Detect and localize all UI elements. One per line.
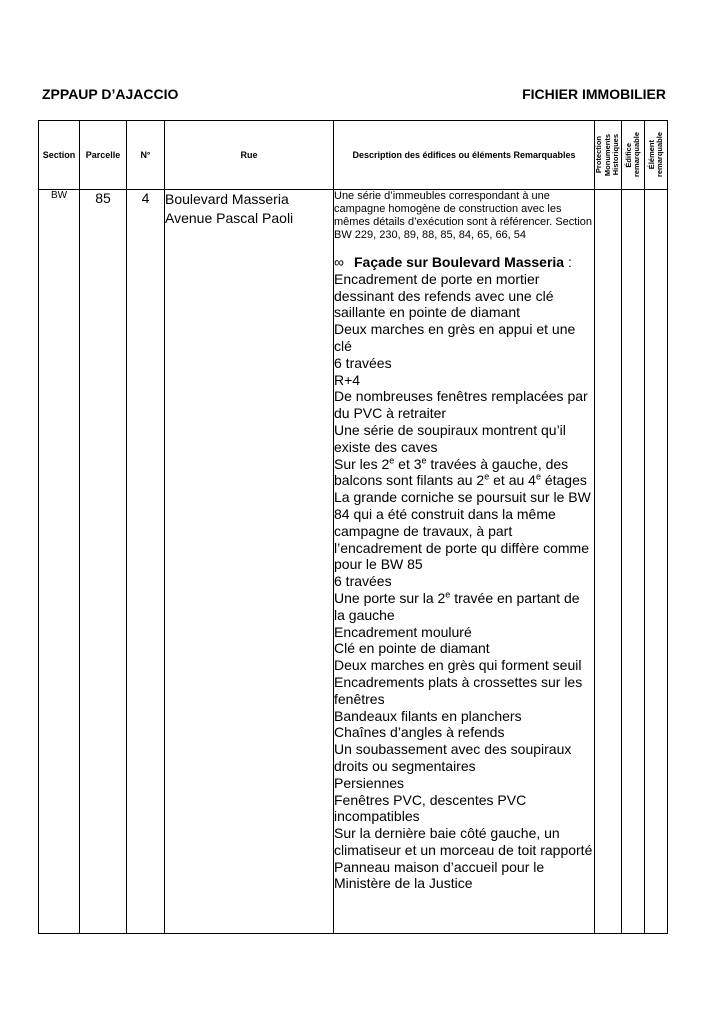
- protection-label-3: Historiques: [611, 134, 621, 176]
- description-line: Encadrement de porte en mortier dessinant des refends avec une clé saillante en pointe de diamant: [334, 270, 554, 321]
- description-line: Chaînes d’angles à refends: [334, 724, 505, 741]
- description-line: La grande corniche se poursuit sur le BW 84 qui a été construit dans la même campagne de travaux, à part l’encadrement de porte qu diffère comme pour le BW 85: [334, 489, 591, 573]
- description-line: Deux marches en grès en appui et une clé: [334, 321, 576, 354]
- rue-line-1: Boulevard Masseria: [165, 191, 289, 207]
- description-line: Bandeaux filants en planchers: [334, 707, 522, 724]
- description-line: Une série de soupiraux montrent qu’il existe des caves: [334, 421, 566, 455]
- description-line: Persiennes: [334, 774, 405, 791]
- document-title: ZPPAUP D’AJACCIO: [42, 86, 179, 102]
- description-body: [334, 254, 594, 892]
- description-intro: Une série d’immeubles correspondant à une campagne homogène de construction avec les mêmes détails d’exécution sont à référencer. Section BW 229, 230, 89, 88, 85, 84, 65, 66, 54: [334, 190, 593, 241]
- rue-line-2: Avenue Pascal Paoli: [165, 210, 294, 226]
- element-label-2: remarquable: [655, 132, 664, 178]
- cell-parcelle: 85: [80, 190, 127, 934]
- edifice-label-2: remarquable: [632, 132, 641, 178]
- description-line: 6 travées: [334, 573, 392, 590]
- cell-rue: [165, 190, 334, 934]
- col-header-description: [334, 121, 595, 190]
- table-header-row: [39, 121, 668, 190]
- document-section-title: FICHIER IMMOBILIER: [522, 86, 666, 102]
- description-line: Encadrement mouluré: [334, 623, 472, 640]
- description-lines-b: [334, 489, 594, 590]
- col-header-protection: [595, 121, 622, 190]
- description-line: De nombreuses fenêtres remplacées par du PVC à retraiter: [334, 388, 588, 422]
- description-lines-c: [334, 624, 594, 893]
- infinity-bullet-icon: ∞: [334, 254, 344, 270]
- cell-protection: [595, 190, 622, 934]
- cell-numero: 4: [127, 190, 165, 934]
- description-line: Sur la dernière baie côté gauche, un climatiseur et un morceau de toit rapporté: [334, 825, 593, 858]
- description-line: Clé en pointe de diamant: [334, 640, 490, 657]
- description-line: Panneau maison d’accueil pour le Ministère de la Justice: [334, 858, 545, 892]
- cell-description: [334, 190, 595, 934]
- cell-edifice: [622, 190, 645, 934]
- protection-label-2: Monuments: [602, 133, 612, 177]
- col-header-edifice: [622, 121, 645, 190]
- description-line: Un soubassement avec des soupiraux droits ou segmentaires: [334, 741, 572, 774]
- col-header-element: [645, 121, 668, 190]
- description-line: R+4: [334, 371, 361, 388]
- description-line: Deux marches en grès qui forment seuil: [334, 657, 582, 674]
- col-header-rue: Rue: [165, 121, 334, 190]
- description-line: Encadrements plats à crossettes sur les fenêtres: [334, 673, 583, 707]
- inventory-table: [38, 120, 668, 934]
- facade-heading: [334, 254, 594, 271]
- facade-title: Façade sur Boulevard Masseria: [354, 254, 565, 270]
- porte-line: Une porte sur la 2e travée en partant de la gauche: [334, 589, 580, 623]
- description-line: 6 travées: [334, 354, 392, 371]
- edifice-label-1: Édifice: [623, 142, 633, 168]
- cell-section: BW: [39, 190, 80, 934]
- description-lines-a: [334, 271, 594, 456]
- col-header-description-text: Description des édifices ou éléments Remarquables: [352, 149, 576, 160]
- cell-element: [645, 190, 668, 934]
- balcons-line: Sur les 2e et 3e travées à gauche, des balcons sont filants au 2e et au 4e étages: [334, 454, 587, 489]
- description-line: Fenêtres PVC, descentes PVC incompatibles: [334, 791, 527, 825]
- facade-colon: :: [564, 254, 572, 270]
- col-header-numero: N°: [127, 121, 165, 190]
- table-row: [39, 190, 668, 934]
- col-header-parcelle: Parcelle: [80, 121, 127, 190]
- element-label-1: Élément: [646, 140, 656, 170]
- protection-label-1: Protection: [594, 136, 604, 174]
- col-header-section: Section: [39, 121, 80, 190]
